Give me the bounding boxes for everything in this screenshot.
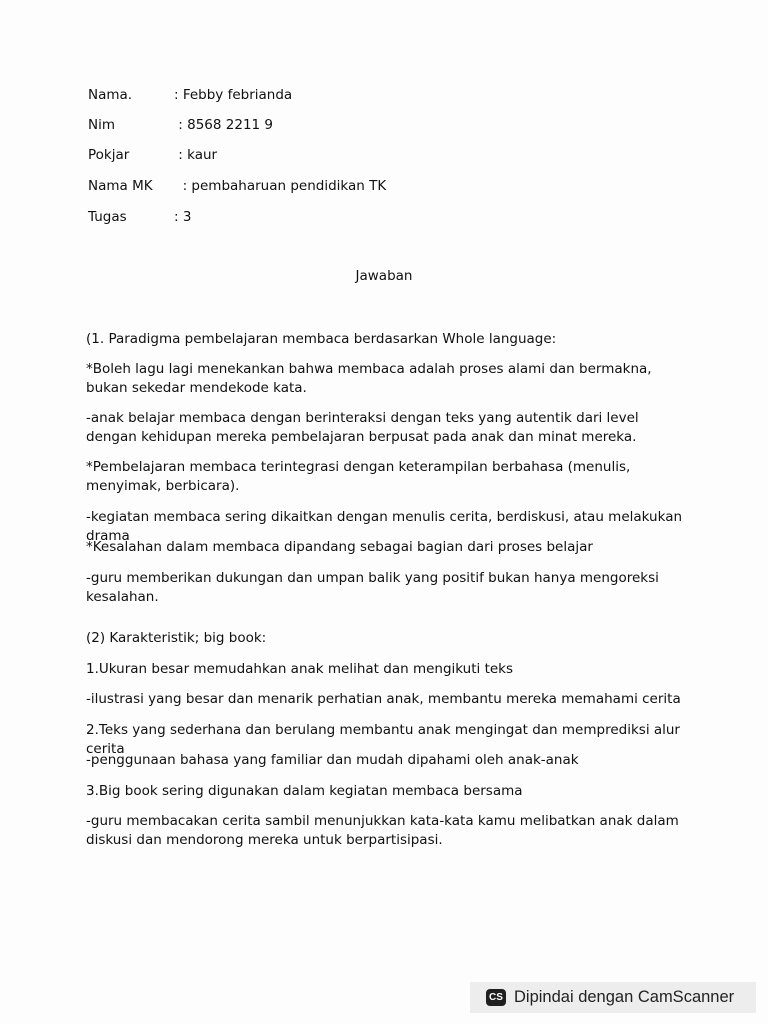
section2-item: -guru membacakan cerita sambil menunjukkan kata-kata kamu melibatkan anak dalam diskusi dan mendorong mereka untuk berpartisipasi. bbox=[86, 813, 679, 848]
info-value: : 3 bbox=[174, 209, 192, 225]
info-row-tugas bbox=[88, 208, 191, 226]
section1-item: *Pembelajaran membaca terintegrasi dengan keterampilan berbahasa (menulis, menyimak, berbicara). bbox=[86, 459, 631, 494]
info-value: : pembaharuan pendidikan TK bbox=[174, 178, 387, 194]
info-value: : 8568 2211 9 bbox=[174, 117, 274, 133]
section2-item: 2.Teks yang sederhana dan berulang membantu anak mengingat dan memprediksi alur cerita bbox=[86, 722, 680, 757]
section2-heading: (2) Karakteristik; big book: bbox=[86, 630, 267, 646]
info-row-nim bbox=[88, 116, 273, 134]
section2-item: 1.Ukuran besar memudahkan anak melihat dan mengikuti teks bbox=[86, 661, 514, 677]
section1-item: -anak belajar membaca dengan berinteraksi dengan teks yang autentik dari level dengan kehidupan mereka pembelajaran berpusat pada anak dan minat mereka. bbox=[86, 410, 639, 445]
info-value: : kaur bbox=[174, 147, 218, 163]
section1-item: -guru memberikan dukungan dan umpan balik yang positif bukan hanya mengoreksi kesalahan. bbox=[86, 570, 659, 605]
info-label: Tugas bbox=[88, 209, 127, 225]
info-label: Nama MK bbox=[88, 178, 153, 194]
section1-item: -kegiatan membaca sering dikaitkan dengan menulis cerita, berdiskusi, atau melakukan drama bbox=[86, 509, 683, 544]
info-label: Nama. bbox=[88, 87, 133, 103]
info-label: Nim bbox=[88, 117, 115, 133]
info-row-pokjar bbox=[88, 146, 217, 164]
section2-item: -penggunaan bahasa yang familiar dan mudah dipahami oleh anak-anak bbox=[86, 752, 579, 768]
section1-heading: (1. Paradigma pembelajaran membaca berdasarkan Whole language: bbox=[86, 331, 557, 347]
section1-item: *Kesalahan dalam membaca dipandang sebagai bagian dari proses belajar bbox=[86, 539, 593, 555]
info-label: Pokjar bbox=[88, 147, 130, 163]
section1-item: *Boleh lagu lagi menekankan bahwa membaca adalah proses alami dan bermakna, bukan sekedar mendekode kata. bbox=[86, 361, 652, 396]
info-row-nama bbox=[88, 86, 292, 104]
camscanner-watermark bbox=[470, 982, 756, 1013]
section2-item: -ilustrasi yang besar dan menarik perhatian anak, membantu mereka memahami cerita bbox=[86, 691, 681, 707]
camscanner-logo-icon: CS bbox=[486, 989, 506, 1006]
section2-item: 3.Big book sering digunakan dalam kegiatan membaca bersama bbox=[86, 783, 523, 799]
info-row-nama-mk bbox=[88, 177, 386, 195]
watermark-text: Dipindai dengan CamScanner bbox=[514, 988, 735, 1006]
info-value: : Febby febrianda bbox=[174, 87, 293, 103]
page-title: Jawaban bbox=[355, 268, 413, 284]
